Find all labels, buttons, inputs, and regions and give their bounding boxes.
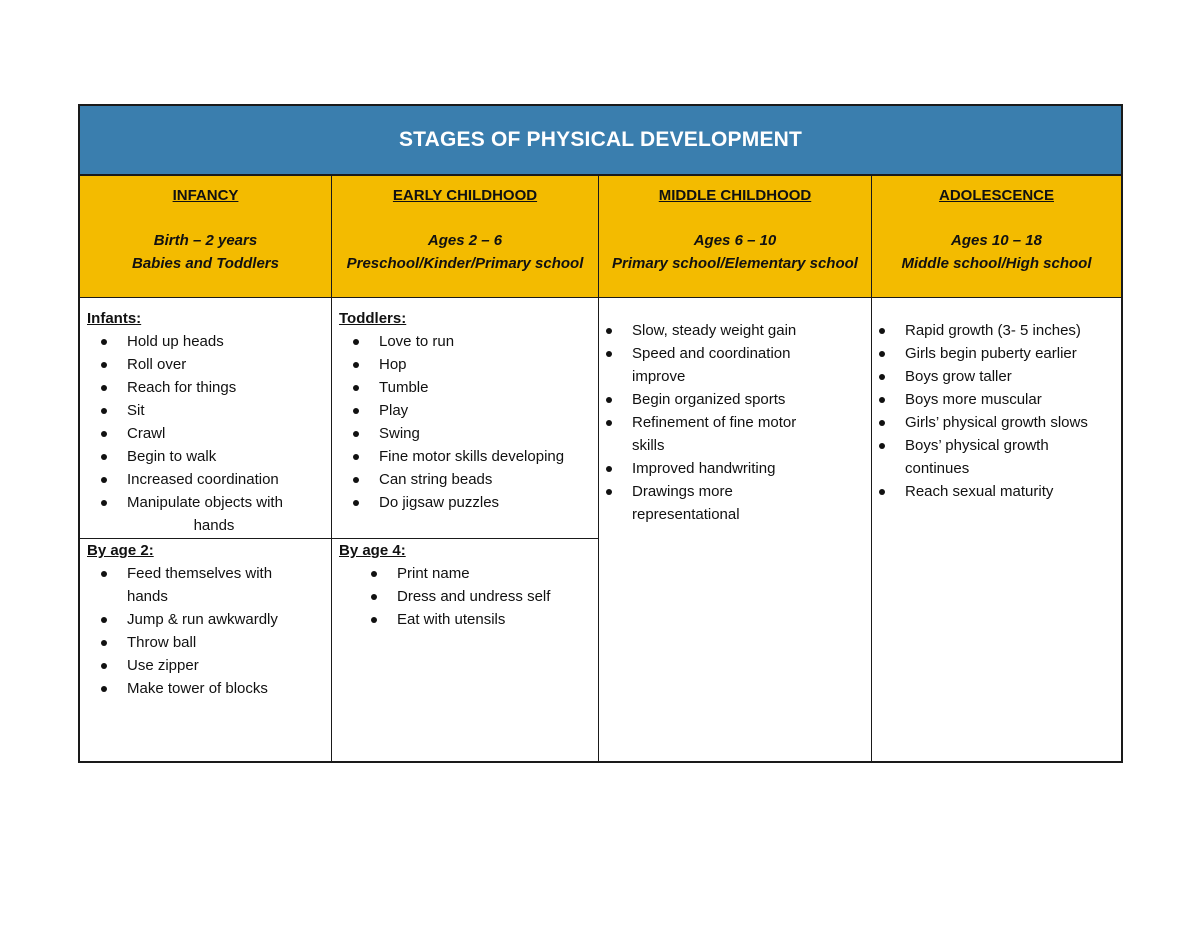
list-item: Manipulate objects with hands: [87, 491, 331, 537]
list-item: Roll over: [87, 353, 331, 376]
by-age-2-label: By age 2:: [87, 542, 154, 559]
list-item: Girls begin puberty earlier: [865, 342, 1121, 365]
bullet-icon: [879, 489, 885, 495]
list-item: Boys’ physical growth continues: [865, 434, 1121, 480]
bullet-icon: [353, 431, 359, 437]
bullet-icon: [101, 408, 107, 414]
stage-description: Middle school/High school: [901, 255, 1092, 272]
list-item: Use zipper: [87, 654, 331, 677]
list-item: Throw ball: [87, 631, 331, 654]
header-adolescence: [872, 176, 1121, 297]
list-item: Eat with utensils: [339, 608, 597, 631]
list-item: Girls’ physical growth slows: [865, 411, 1121, 434]
stage-age: Birth – 2 years: [153, 232, 258, 249]
bullet-icon: [879, 374, 885, 380]
list-item: Reach sexual maturity: [865, 480, 1121, 503]
bullet-icon: [353, 339, 359, 345]
list-item: Rapid growth (3- 5 inches): [865, 319, 1121, 342]
bullet-icon: [606, 397, 612, 403]
stage-age: Ages 10 – 18: [951, 232, 1042, 249]
bullet-icon: [101, 663, 107, 669]
list-item: Speed and coordination improve: [592, 342, 870, 388]
stage-name: EARLY CHILDHOOD: [392, 187, 538, 204]
middle-childhood-list: [592, 319, 870, 526]
list-item: Feed themselves with hands: [87, 562, 331, 608]
list-item: Fine motor skills developing: [339, 445, 597, 468]
list-item: Do jigsaw puzzles: [339, 491, 597, 514]
list-item: Hold up heads: [87, 330, 331, 353]
header-infancy: [80, 176, 331, 297]
stage-age: Ages 2 – 6: [427, 232, 503, 249]
bullet-icon: [879, 397, 885, 403]
bullet-icon: [353, 408, 359, 414]
list-item: Can string beads: [339, 468, 597, 491]
bullet-icon: [879, 328, 885, 334]
bullet-icon: [101, 477, 107, 483]
bullet-icon: [101, 640, 107, 646]
list-item: Jump & run awkwardly: [87, 608, 331, 631]
bullet-icon: [101, 454, 107, 460]
bullet-icon: [606, 466, 612, 472]
header-early-childhood: [332, 176, 598, 297]
by-age-2-cell: [87, 539, 331, 700]
bullet-icon: [101, 500, 107, 506]
bullet-icon: [353, 500, 359, 506]
list-item: Tumble: [339, 376, 597, 399]
middle-childhood-cell: [592, 319, 870, 526]
list-item: Boys more muscular: [865, 388, 1121, 411]
infants-cell: [87, 307, 331, 537]
stage-age: Ages 6 – 10: [693, 232, 777, 249]
toddlers-cell: [339, 307, 597, 514]
bullet-icon: [879, 351, 885, 357]
header-middle-childhood: [599, 176, 871, 297]
stage-description: Babies and Toddlers: [132, 255, 279, 272]
bullet-icon: [606, 328, 612, 334]
by-age-4-list: [339, 562, 597, 631]
list-item: Reach for things: [87, 376, 331, 399]
bullet-icon: [353, 385, 359, 391]
bullet-icon: [371, 617, 377, 623]
list-item: Boys grow taller: [865, 365, 1121, 388]
list-item: Begin organized sports: [592, 388, 870, 411]
stage-name: MIDDLE CHILDHOOD: [658, 187, 812, 204]
adolescence-cell: [865, 319, 1121, 503]
list-item: Drawings more representational: [592, 480, 870, 526]
list-item: Swing: [339, 422, 597, 445]
bullet-icon: [371, 594, 377, 600]
bullet-icon: [101, 571, 107, 577]
table-title: STAGES OF PHYSICAL DEVELOPMENT: [80, 106, 1121, 176]
column-divider: [331, 176, 332, 763]
infants-label: Infants:: [87, 310, 142, 327]
list-item: Sit: [87, 399, 331, 422]
list-item: Hop: [339, 353, 597, 376]
toddlers-list: [339, 330, 597, 514]
list-item: Slow, steady weight gain: [592, 319, 870, 342]
stage-description: Preschool/Kinder/Primary school: [346, 255, 584, 272]
list-item: Print name: [339, 562, 597, 585]
list-item: Crawl: [87, 422, 331, 445]
list-item: Refinement of fine motor skills: [592, 411, 870, 457]
bullet-icon: [353, 477, 359, 483]
bullet-icon: [101, 617, 107, 623]
by-age-4-cell: [339, 539, 597, 631]
wrapped-text: improve: [632, 368, 686, 385]
bullet-icon: [101, 431, 107, 437]
bullet-icon: [353, 454, 359, 460]
by-age-2-list: [87, 562, 331, 700]
bullet-icon: [606, 420, 612, 426]
stage-name: ADOLESCENCE: [938, 187, 1054, 204]
list-item: Improved handwriting: [592, 457, 870, 480]
list-item: Love to run: [339, 330, 597, 353]
bullet-icon: [101, 339, 107, 345]
bullet-icon: [101, 362, 107, 368]
stage-name: INFANCY: [172, 187, 239, 204]
bullet-icon: [353, 362, 359, 368]
stage-description: Primary school/Elementary school: [612, 255, 858, 272]
bullet-icon: [101, 686, 107, 692]
list-item: Dress and undress self: [339, 585, 597, 608]
bullet-icon: [101, 385, 107, 391]
wrapped-text: hands: [127, 588, 168, 605]
infants-list: [87, 330, 331, 537]
toddlers-label: Toddlers:: [339, 310, 407, 327]
development-table: [78, 104, 1123, 763]
list-item: Make tower of blocks: [87, 677, 331, 700]
list-item: Increased coordination: [87, 468, 331, 491]
bullet-icon: [879, 443, 885, 449]
wrapped-text: hands: [193, 517, 235, 534]
by-age-4-label: By age 4:: [339, 542, 406, 559]
bullet-icon: [606, 489, 612, 495]
list-item: Play: [339, 399, 597, 422]
adolescence-list: [865, 319, 1121, 503]
list-item: Begin to walk: [87, 445, 331, 468]
wrapped-text: representational: [632, 506, 740, 523]
bullet-icon: [371, 571, 377, 577]
stage-header-row: [80, 176, 1121, 298]
bullet-icon: [879, 420, 885, 426]
bullet-icon: [606, 351, 612, 357]
wrapped-text: skills: [632, 437, 665, 454]
wrapped-text: continues: [905, 460, 970, 477]
